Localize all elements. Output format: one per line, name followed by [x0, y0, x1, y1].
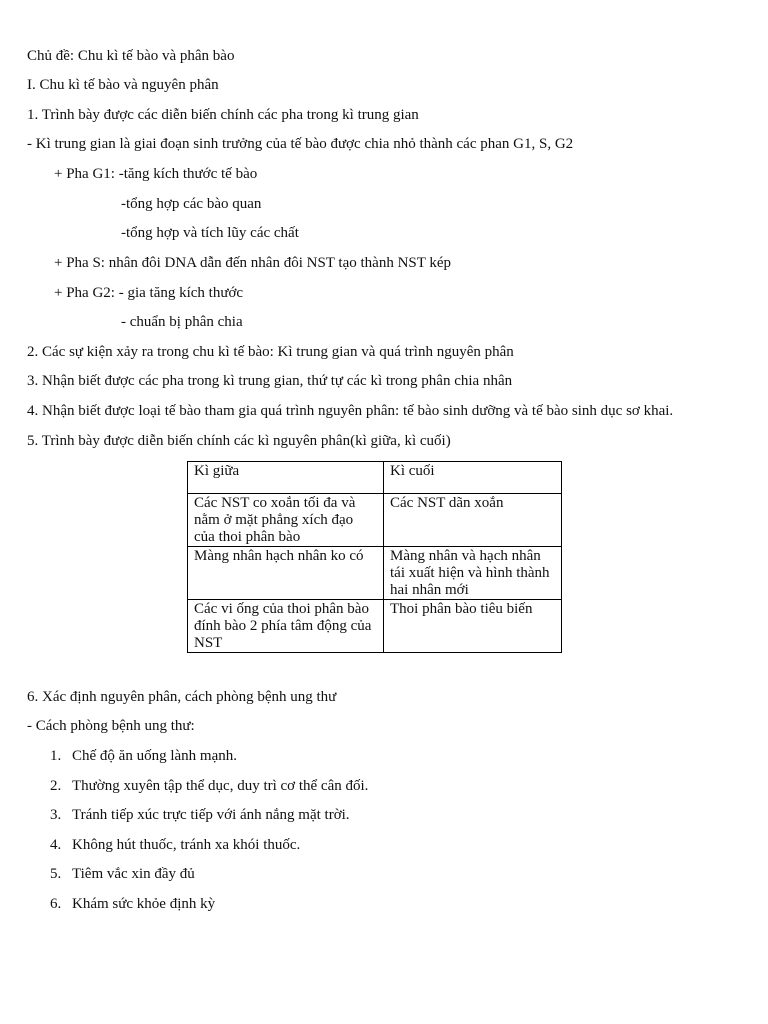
table-row [188, 547, 562, 600]
table-header-cell: Kì cuối [384, 462, 562, 494]
list-item-number: 1. [50, 748, 62, 764]
mitosis-phase-table [187, 461, 562, 653]
g2-bullet-2: - chuẩn bị phân chia [121, 314, 243, 330]
list-item-number: 3. [50, 807, 62, 823]
list-item: Chế độ ăn uống lành mạnh. [72, 748, 237, 764]
objective-6: 6. Xác định nguyên phân, cách phòng bệnh ung thư [27, 689, 337, 705]
list-item-number: 4. [50, 837, 62, 853]
objective-2: 2. Các sự kiện xảy ra trong chu kì tế bào: Kì trung gian và quá trình nguyên phân [27, 344, 514, 360]
list-item: Tiêm vắc xin đầy đủ [72, 866, 195, 882]
objective-3: 3. Nhận biết được các pha trong kì trung gian, thứ tự các kì trong phân chia nhân [27, 373, 513, 389]
list-item-number: 6. [50, 896, 62, 912]
g2-phase-line: + Pha G2: - gia tăng kích thước [54, 285, 244, 301]
document-title: Chủ đề: Chu kì tế bào và phân bào [27, 48, 235, 64]
interphase-intro: - Kì trung gian là giai đoạn sinh trưởng của tế bào được chia nhỏ thành các phan G1, S, G2 [27, 136, 574, 152]
prevention-intro: - Cách phòng bệnh ung thư: [27, 718, 195, 734]
table-cell: Màng nhân hạch nhân ko có [188, 547, 384, 600]
list-item-number: 5. [50, 866, 62, 882]
table-row [188, 494, 562, 547]
table-cell: Các vi ống của thoi phân bào đính bào 2 phía tâm động của NST [188, 600, 384, 653]
table-cell: Các NST dãn xoắn [384, 494, 562, 547]
section-heading: I. Chu kì tế bào và nguyên phân [27, 77, 219, 93]
table-header-cell: Kì giữa [188, 462, 384, 494]
table-cell: Thoi phân bào tiêu biến [384, 600, 562, 653]
table-header-row [188, 462, 562, 494]
list-item: Không hút thuốc, tránh xa khói thuốc. [72, 837, 301, 853]
list-item: Tránh tiếp xúc trực tiếp với ánh nắng mặt trời. [72, 807, 350, 823]
objective-4: 4. Nhận biết được loại tế bào tham gia quá trình nguyên phân: tế bào sinh dưỡng và tế bào sinh dục sơ khai. [27, 403, 674, 419]
objective-5: 5. Trình bày được diễn biến chính các kì nguyên phân(kì giữa, kì cuối) [27, 433, 451, 449]
g1-bullet-3: -tổng hợp và tích lũy các chất [121, 225, 299, 241]
s-phase-line: + Pha S: nhân đôi DNA dẫn đến nhân đôi NST tạo thành NST kép [54, 255, 452, 271]
table-row [188, 600, 562, 653]
table-cell: Màng nhân và hạch nhân tái xuất hiện và hình thành hai nhân mới [384, 547, 562, 600]
objective-1: 1. Trình bày được các diễn biến chính các pha trong kì trung gian [27, 107, 419, 123]
g1-phase-line: + Pha G1: -tăng kích thước tế bào [54, 166, 258, 182]
table-cell: Các NST co xoắn tối đa và nằm ở mặt phẳng xích đạo của thoi phân bào [188, 494, 384, 547]
list-item-number: 2. [50, 778, 62, 794]
list-item: Khám sức khỏe định kỳ [72, 896, 216, 912]
list-item: Thường xuyên tập thể dục, duy trì cơ thể cân đối. [72, 778, 369, 794]
g1-bullet-2: -tổng hợp các bào quan [121, 196, 262, 212]
